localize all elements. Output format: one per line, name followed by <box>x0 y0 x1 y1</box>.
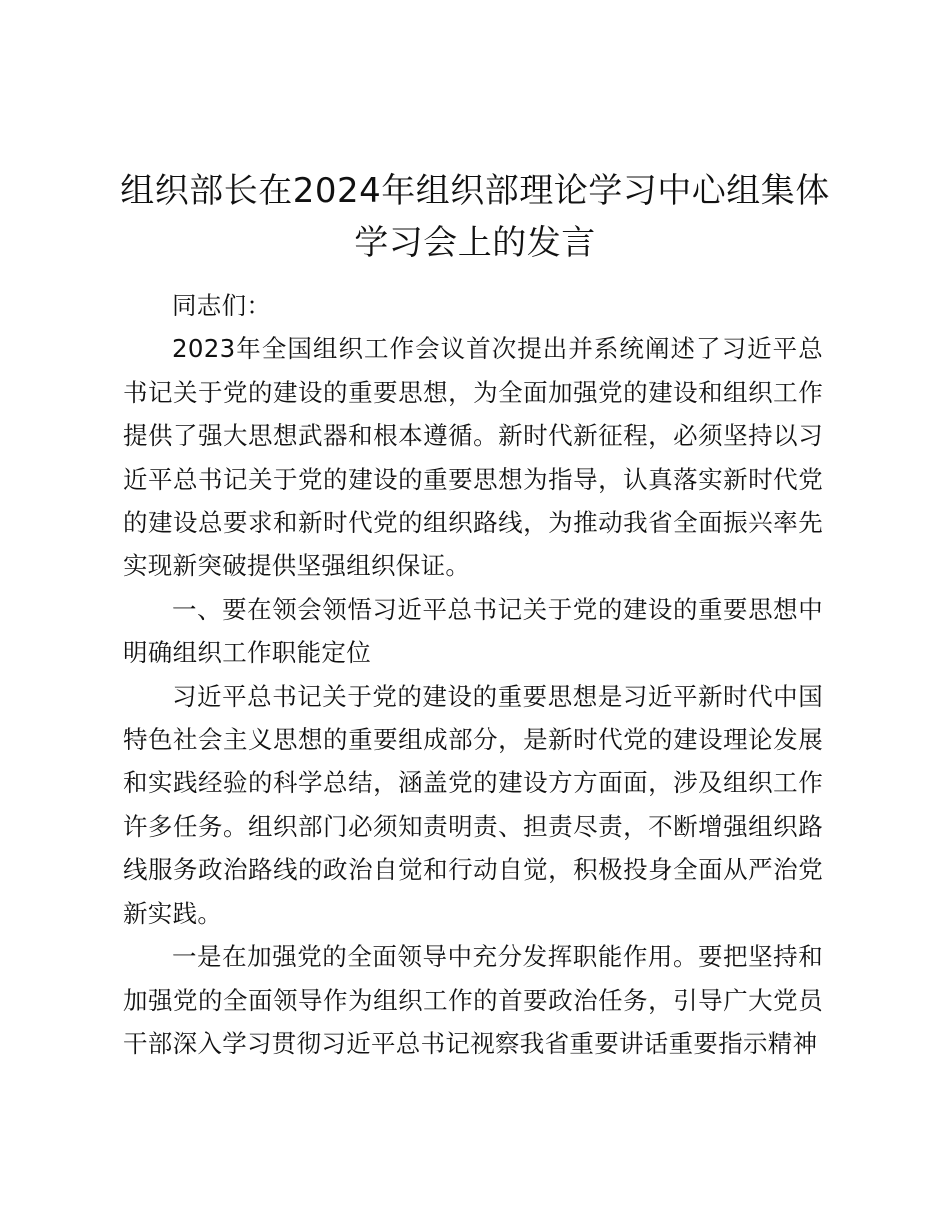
salutation-paragraph: 同志们： <box>172 291 272 320</box>
body-paragraph: 习近平总书记关于党的建设的重要思想是习近平新时代中国特色社会主义思想的重要组成部分，是新时代党的建设理论发展和实践经验的科学总结，涵盖党的建设方方面面，涉及组织工作许多任务。组织部门必须知责明责、担责尽责，不断增强组织路线服务政治路线的政治自觉和行动自觉，积极投身全面从严治党新实践。 <box>123 681 823 928</box>
document-title: 组织部长在2024年组织部理论学习中心组集体学习会上的发言 <box>120 171 830 263</box>
point-paragraph-1: 一是在加强党的全面领导中充分发挥职能作用。要把坚持和加强党的全面领导作为组织工作的首要政治任务，引导广大党员干部深入学习贯彻习近平总书记视察我省重要讲话重要指示精神 <box>123 942 823 1058</box>
document-body <box>123 284 823 1065</box>
intro-paragraph: 2023年全国组织工作会议首次提出并系统阐述了习近平总书记关于党的建设的重要思想，为全面加强党的建设和组织工作提供了强大思想武器和根本遵循。新时代新征程，必须坚持以习近平总书记关于党的建设的重要思想为指导，认真落实新时代党的建设总要求和新时代党的组织路线，为推动我省全面振兴率先实现新突破提供坚强组织保证。 <box>123 334 823 581</box>
section-heading-1: 一、要在领会领悟习近平总书记关于党的建设的重要思想中明确组织工作职能定位 <box>123 594 823 668</box>
